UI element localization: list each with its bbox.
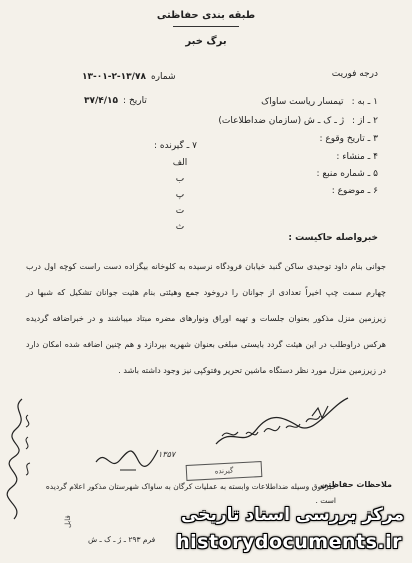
- date-label: تاریخ :: [123, 96, 147, 106]
- field-label: ۳ ـ تاریخ وقوع :: [319, 134, 378, 144]
- field-date-of-event: [311, 134, 378, 144]
- recipient-code: الف: [172, 158, 188, 168]
- signature-mark: [90, 440, 170, 480]
- observations-label: ملاحظات حفاظتی: [320, 480, 392, 489]
- margin-scribble: [0, 395, 40, 525]
- recipient-code: پ: [175, 190, 185, 200]
- form-title: برگ خبر: [185, 36, 227, 47]
- report-salutation: خبرواصله حاکیست :: [288, 233, 378, 243]
- recipient-code: ب: [175, 174, 185, 184]
- serial-value: ۱۳-۰۱-۲-۱۳/۷۸: [82, 72, 146, 82]
- recipients-label: ۷ ـ گیرنده :: [154, 141, 198, 151]
- classification-heading: طبقه بندی حفاظتی: [156, 10, 256, 21]
- field-value: ژ ـ ک ـ ش (سازمان ضداطلاعات): [218, 116, 345, 126]
- field-from: [218, 116, 378, 126]
- watermark-url: historydocuments.ir: [176, 531, 402, 553]
- recipient-codes: [170, 155, 190, 235]
- form-number: فرم ۲۹۳ ـ ژ ـ ک ـ ش: [88, 535, 156, 544]
- field-origin: [328, 152, 378, 162]
- recipient-code: ث: [175, 222, 185, 232]
- handwritten-annotation: [212, 386, 352, 456]
- report-body: جوانی بنام داود توحیدی ساکن گنبد خیابان فرودگاه نرسیده به کلوخانه بیگزاده دست راست کوچه اول درب چهارم سمت چپ اخیراً تعدادی از جوانان را دروخود جمع وهیئتی بنام هئیت جوانان تشکیل که شبها در زیرزمین منزل مذکور بعنوان جلسات و تهیه اوراق ونوارهای مضره مبتاد میباشند و در خبراضافه گردیده هرکس دراوطلب در این هیئت گردد بایستی مبلغی بعنوان شهریه بپردازد و هم چنین اضافه شده امکان دارد در زیرزمین منزل مورد نظر دستگاه ماشین تحریر وفتوکپی نیز وجود داشته باشد .: [26, 262, 386, 375]
- urgency-label: درجه فوریت: [331, 69, 378, 79]
- field-source-number: [308, 169, 378, 179]
- recipient-stamp: گیرنده: [186, 461, 263, 481]
- serial-label: شماره: [150, 72, 176, 82]
- heading-underline: [173, 26, 239, 27]
- margin-fragment: قابل: [64, 515, 72, 528]
- field-label: ۴ ـ منشاء :: [336, 152, 378, 162]
- field-label: ۶ ـ موضوع :: [331, 186, 378, 196]
- field-label: ۱ ـ به :: [351, 97, 378, 107]
- watermark-brand: مرکز بررسی اسناد تاریخی: [181, 505, 404, 525]
- handwritten-year: ۱۳۵۷: [158, 450, 176, 459]
- observations-text: خبرفوق وسیله ضداطلاعات وابسته به عملیات کرگان به ساواک شهرستان مذکور اعلام گردیده است .: [45, 482, 336, 505]
- field-value: تیمسار ریاست ساواک: [261, 97, 344, 107]
- report-date: [84, 96, 147, 106]
- serial-number: [82, 72, 176, 82]
- recipient-code: ت: [175, 206, 185, 216]
- field-label: ۵ ـ شماره منبع :: [316, 169, 378, 179]
- field-label: ۲ ـ از :: [352, 116, 378, 126]
- date-value: ۳۷/۴/۱۵: [84, 96, 119, 106]
- field-to: [261, 97, 378, 107]
- field-subject: [324, 186, 378, 196]
